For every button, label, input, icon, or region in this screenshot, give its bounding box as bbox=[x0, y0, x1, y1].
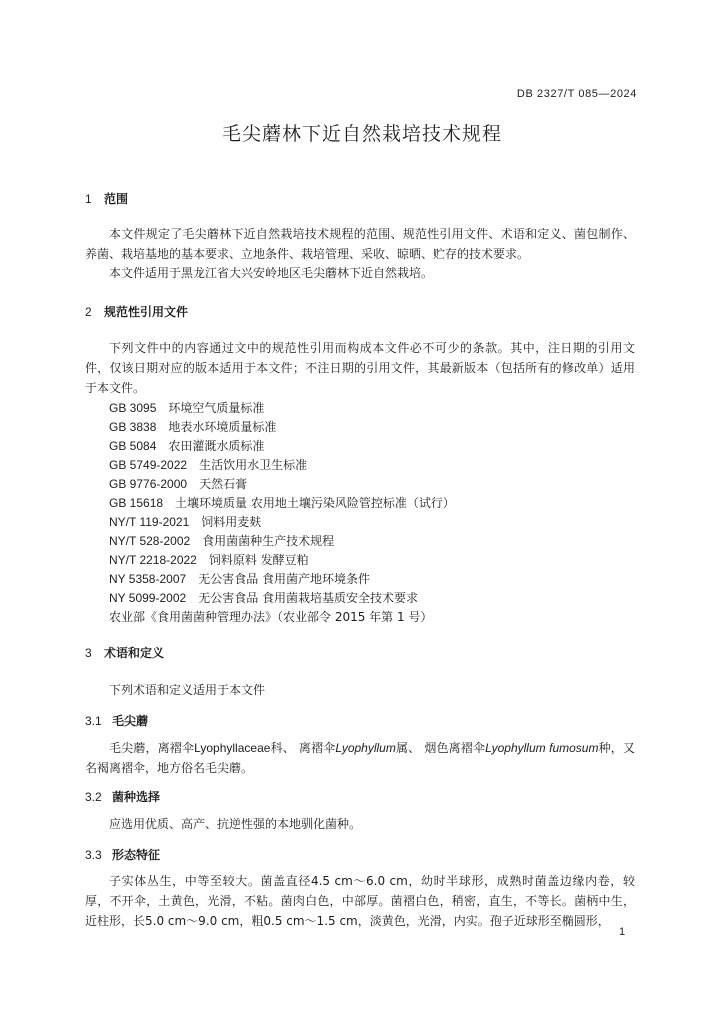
term-mao-jian-mo-definition: 毛尖蘑，离褶伞Lyophyllaceae科、 离褶伞Lyophyllum属、 烟色离褶伞Lyophyllum fumosum种，又名褐离褶伞，地方俗名毛尖蘑。 bbox=[85, 741, 635, 775]
morphology-paragraph: 子实体丛生，中等至较大。菌盖直径4.5 cm～6.0 cm，幼时半球形，成熟时菌盖边缘内卷，较厚，不开伞，土黄色，光滑，不粘。菌肉白色，中部厚。菌褶白色，稍密，直生，不等长。菌柄中生，近柱形，长5.0 cm～9.0 cm，粗0.5 cm～1.5 cm，淡黄色，光滑，内实。孢子近球形至椭圆形， bbox=[85, 874, 635, 928]
section-title: 规范性引用文件 bbox=[104, 305, 189, 319]
reference-item: GB 3095 环境空气质量标准 bbox=[109, 401, 265, 415]
reference-item: GB 9776-2000 天然石膏 bbox=[109, 477, 248, 491]
subsection-3-2-heading bbox=[85, 788, 160, 805]
section-3-heading bbox=[85, 644, 164, 661]
section-2-heading bbox=[85, 303, 188, 320]
subsection-title: 形态特征 bbox=[112, 848, 161, 862]
reference-item: NY 5358-2007 无公害食品 食用菌产地环境条件 bbox=[109, 572, 371, 586]
subsection-number: 3.1 bbox=[85, 714, 102, 728]
document-title: 毛尖蘑林下近自然栽培技术规程 bbox=[221, 123, 502, 145]
reference-item: NY 5099-2002 无公害食品 食用菌栽培基质安全技术要求 bbox=[109, 591, 419, 605]
section-number: 1 bbox=[85, 192, 92, 206]
subsection-number: 3.3 bbox=[85, 848, 102, 862]
section-number: 3 bbox=[85, 646, 92, 660]
scope-paragraph-2: 本文件适用于黑龙江省大兴安岭地区毛尖蘑林下近自然栽培。 bbox=[109, 266, 434, 280]
subsection-3-1-heading bbox=[85, 712, 148, 729]
normative-references-list bbox=[109, 399, 455, 627]
section-title: 范围 bbox=[104, 192, 129, 206]
page-number: 1 bbox=[619, 926, 626, 938]
reference-item: NY/T 119-2021 饲料用麦麸 bbox=[109, 515, 262, 529]
section-title: 术语和定义 bbox=[104, 646, 165, 660]
subsection-title: 菌种选择 bbox=[112, 790, 161, 804]
section-number: 2 bbox=[85, 305, 92, 319]
reference-item: GB 5749-2022 生活饮用水卫生标准 bbox=[109, 458, 308, 472]
scope-paragraph-1: 本文件规定了毛尖蘑林下近自然栽培技术规程的范围、规范性引用文件、术语和定义、菌包制作、养菌、栽培基地的基本要求、立地条件、栽培管理、采收、晾晒、贮存的技术要求。 bbox=[85, 227, 635, 261]
subsection-3-3-heading bbox=[85, 846, 160, 863]
standard-code: DB 2327/T 085—2024 bbox=[516, 88, 637, 100]
references-intro-paragraph: 下列文件中的内容通过文中的规范性引用而构成本文件必不可少的条款。其中，注日期的引用文件，仅该日期对应的版本适用于本文件；不注日期的引用文件，其最新版本（包括所有的修改单）适用于本文件。 bbox=[85, 341, 635, 395]
reference-item: NY/T 528-2002 食用菌菌种生产技术规程 bbox=[109, 534, 335, 548]
terms-intro-paragraph: 下列术语和定义适用于本文件 bbox=[109, 683, 266, 697]
reference-item: GB 5084 农田灌溉水质标准 bbox=[109, 439, 265, 453]
reference-item: GB 15618 土壤环境质量 农用地土壤污染风险管控标准（试行） bbox=[109, 496, 455, 510]
reference-item: 农业部《食用菌菌种管理办法》（农业部令 2015 年第 1 号） bbox=[109, 610, 433, 624]
strain-selection-paragraph: 应选用优质、高产、抗逆性强的本地驯化菌种。 bbox=[109, 817, 362, 831]
reference-item: NY/T 2218-2022 饲料原料 发酵豆粕 bbox=[109, 553, 309, 567]
subsection-title: 毛尖蘑 bbox=[112, 714, 149, 728]
section-1-heading bbox=[85, 190, 128, 207]
subsection-number: 3.2 bbox=[85, 790, 102, 804]
reference-item: GB 3838 地表水环境质量标准 bbox=[109, 420, 277, 434]
